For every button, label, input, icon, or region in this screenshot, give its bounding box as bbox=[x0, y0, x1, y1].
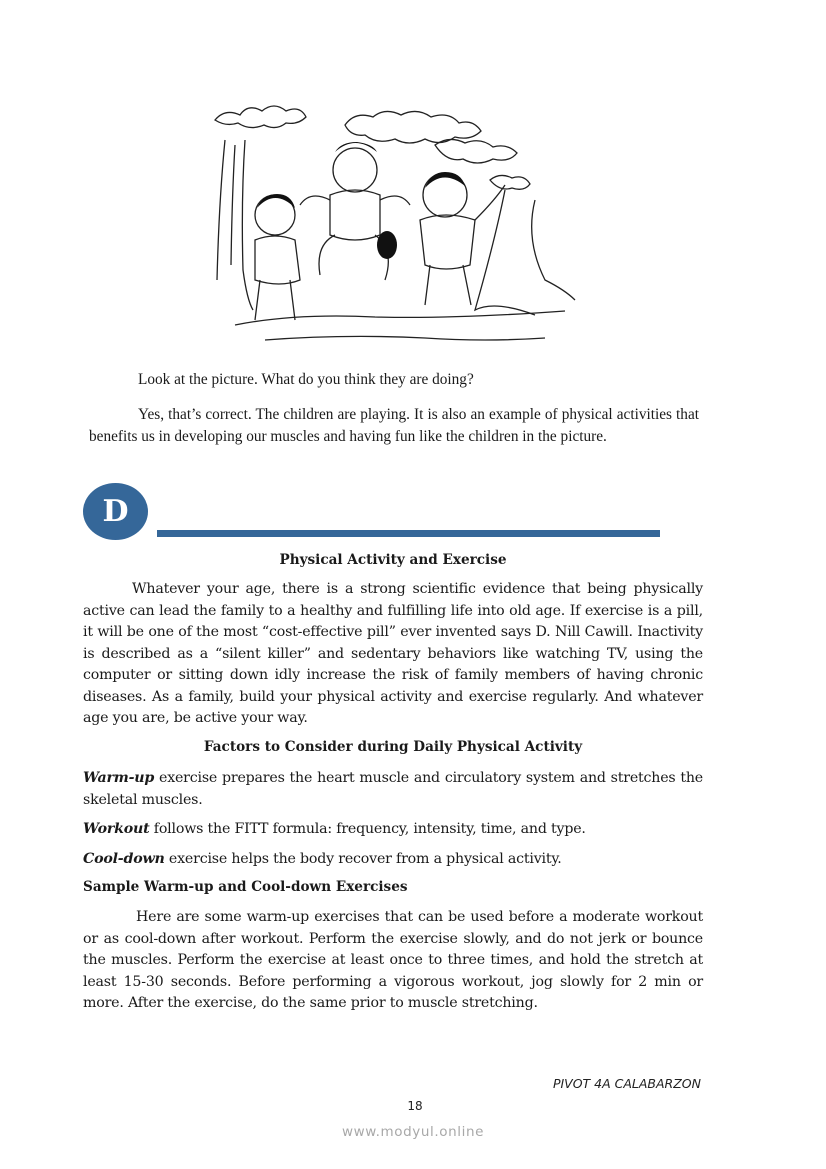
section-title: Physical Activity and Exercise bbox=[279, 552, 507, 568]
factor-warm-up bbox=[83, 768, 703, 811]
watermark: www.modyul.online bbox=[341, 1124, 485, 1140]
factors-heading: Factors to Consider during Daily Physical Activity bbox=[203, 739, 583, 755]
factor-cool-down bbox=[83, 849, 703, 871]
section-paragraph-2: Here are some warm-up exercises that can be used before a moderate workout or as cool-down after workout. Perform the exercise slowly, and do not jerk or bounce the muscles. Perform the exercise at least once to three times, and hold the stretch at least 15-30 seconds. Before performing a vigorous workout, jog slowly for 2 min or more. After the exercise, do the same prior to muscle stretching. bbox=[83, 909, 703, 1011]
section-paragraph-1: Whatever your age, there is a strong scientific evidence that being physically active can lead the family to a healthy and fulfilling life into old age. If exercise is a pill, it will be one of the most “cost-effective pill” ever invented says D. Nill Cawill. Inactivity is described as a “silent killer” and sedentary behaviors like watching TV, using the computer or sitting down idly increase the risk of family members of having chronic diseases. As a family, build your physical activity and exercise regularly. And whatever age you are, be active your way. bbox=[83, 581, 703, 726]
section-letter-badge bbox=[83, 483, 148, 540]
factor-text: follows the FITT formula: frequency, intensity, time, and type. bbox=[149, 821, 586, 837]
factor-text: exercise helps the body recover from a physical activity. bbox=[164, 851, 562, 867]
children-playing-illustration bbox=[205, 100, 595, 350]
factor-workout bbox=[83, 819, 703, 841]
factor-text: exercise prepares the heart muscle and circulatory system and stretches the skeletal muscles. bbox=[83, 770, 703, 808]
footer-brand: PIVOT 4A CALABARZON bbox=[552, 1076, 701, 1091]
section-letter: D bbox=[102, 494, 129, 529]
intro-answer: Yes, that’s correct. The children are playing. It is also an example of physical activities that benefits us in developing our muscles and having fun like the children in the picture. bbox=[89, 406, 699, 445]
section-divider-rule bbox=[157, 530, 660, 537]
factor-term: Cool-down bbox=[83, 851, 165, 867]
factor-term: Warm-up bbox=[83, 770, 155, 786]
sample-exercises-heading: Sample Warm-up and Cool-down Exercises bbox=[83, 879, 408, 895]
factor-term: Workout bbox=[83, 821, 150, 837]
intro-question: Look at the picture. What do you think they are doing? bbox=[138, 371, 474, 388]
page-number: 18 bbox=[407, 1099, 423, 1113]
